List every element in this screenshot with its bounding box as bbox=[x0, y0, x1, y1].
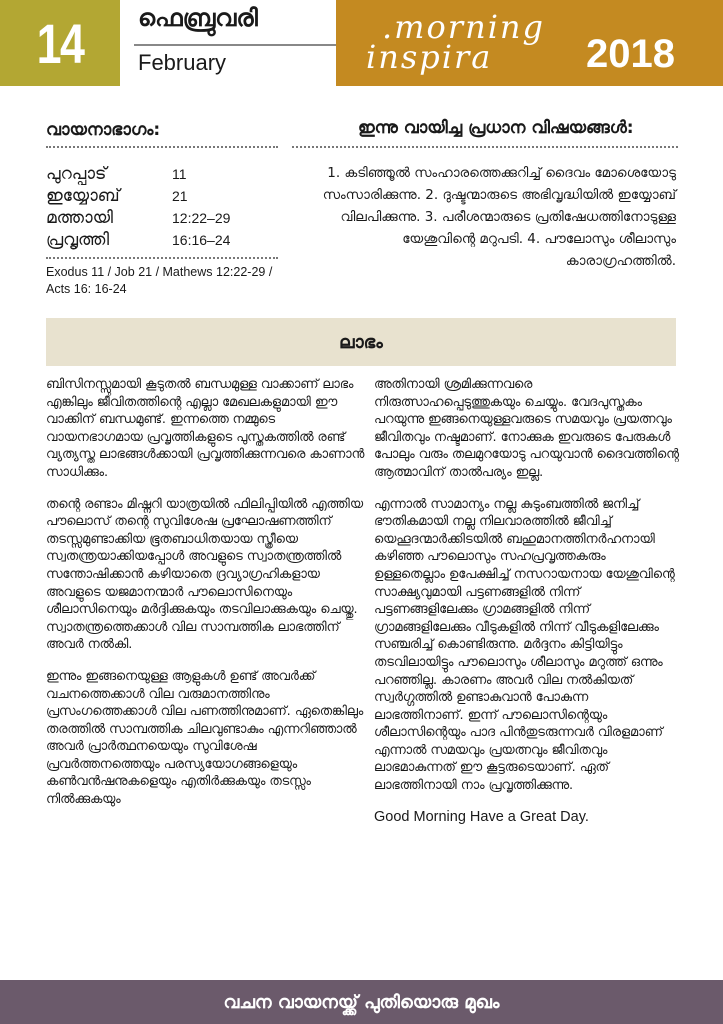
reading-ref: 12:22–29 bbox=[172, 210, 231, 226]
reading-item bbox=[46, 207, 286, 229]
reading-book: ഇയ്യോബ് bbox=[46, 186, 120, 206]
brand-logo bbox=[336, 0, 723, 86]
reading-item bbox=[46, 185, 286, 207]
reading-book: പുറപ്പാട് bbox=[46, 164, 107, 184]
themes-title-divider bbox=[292, 146, 678, 148]
reading-book: മത്തായി bbox=[46, 208, 113, 228]
reading-item bbox=[46, 163, 286, 185]
page-footer: വചന വായനയ്ക്ക് പുതിയൊരു മുഖം bbox=[0, 980, 723, 1024]
date-day: 14 bbox=[0, 0, 120, 86]
article-paragraph: എന്നാൽ സാമാന്യം നല്ല കുടുംബത്തിൽ ജനിച്ച് ഭൗതികമായി നല്ല നിലവാരത്തിൽ ജീവിച്ച് യെഹൂദന്മാർക്കിടയിൽ ബഹുമാനത്തിനർഹനായി കഴിഞ്ഞ പൗലൊസും സഹപ്രവൃത്തകരും ഉള്ളതെല്ലാം ഉപേക്ഷിച്ച് നസറായനായ യേശുവിന്റെ സാക്ഷ്യവുമായി പട്ടണങ്ങളിൽ നിന്ന് പട്ടണങ്ങളിലേക്കും ഗ്രാമങ്ങളിൽ നിന്ന് ഗ്രാമങ്ങളിലേക്കും വീടുകളിൽ നിന്ന് വീടുകളിലേക്കും സഞ്ചരിച്ച് കൊണ്ടിരുന്നു. മർദ്ദനം കിട്ടിയിട്ടും തടവിലായിട്ടും പൗലൊസും ശീലാസും മറുത്ത് ഒന്നും പറഞ്ഞില്ല. കാരണം അവർ വില നൽകിയത് സ്വർഗ്ഗത്തിൽ ഉണ്ടാകുവാൻ പോകുന്ന ലാഭത്തിനാണ്. ഇന്ന് പൗലൊസിന്റെയും ശീലാസിന്റെയും പാദ പിൻതുടരുന്നവർ വിരളമാണ് എന്നാൽ സമയവും പ്രയത്നവും ജീവിതവും ലാഭമാകുന്നത് ഈ കൂട്ടരുടെയാണ്. ഏത് ലാഭത്തിനായി നാം പ്രവൃത്തിക്കുന്നു. bbox=[374, 496, 675, 794]
reading-list-divider bbox=[46, 257, 278, 259]
article-left-column bbox=[46, 376, 366, 823]
article-paragraph: ഇന്നും ഇങ്ങനെയുള്ള ആളുകൾ ഉണ്ട് അവർക്ക് വചനത്തെക്കാൾ വില വരുമാനത്തിനും പ്രസംഗത്തെക്കാൾ വില പണത്തിനുമാണ്. ഏതെങ്കിലും തരത്തിൽ സാമ്പത്തിക ചിലവുണ്ടാകും എന്നറിഞ്ഞാൽ അവർ പ്രാർത്ഥനയെയും സുവിശേഷ പ്രവർത്തനത്തെയും പരസ്യയോഗങ്ങളെയും കൺവൻഷനുകളെയും എതിർക്കുകയും തടസ്സം നിൽക്കുകയും bbox=[46, 668, 364, 808]
brand-inspira-text: inspira bbox=[366, 38, 493, 76]
themes-title: ഇന്നു വായിച്ച പ്രധാന വിഷയങ്ങൾ: bbox=[358, 118, 634, 138]
article-title: ലാഭം bbox=[46, 318, 676, 366]
reading-english: Exodus 11 / Job 21 / Mathews 12:22-29 / Acts 16: 16-24 bbox=[46, 265, 273, 296]
reading-book: പ്രവൃത്തി bbox=[46, 230, 110, 250]
reading-ref: 21 bbox=[172, 188, 188, 204]
month-malayalam: ഫെബ്രുവരി bbox=[138, 4, 258, 32]
reading-list bbox=[46, 163, 286, 251]
month-divider bbox=[134, 44, 336, 46]
brand-morning-text: .morning bbox=[382, 8, 546, 46]
month-english: February bbox=[138, 50, 227, 75]
reading-ref: 16:16–24 bbox=[172, 232, 231, 248]
year-label: 2018 bbox=[586, 32, 675, 76]
reading-item bbox=[46, 229, 286, 251]
article-paragraph: തന്റെ രണ്ടാം മിഷ്നറി യാത്രയിൽ ഫിലിപ്പിയിൽ എത്തിയ പൗലൊസ് തന്റെ സുവിശേഷ പ്രഘോഷണത്തിന് തടസ്സമുണ്ടാക്കിയ ഭൂതബാധിതയായ സ്ത്രീയെ സ്വതന്ത്രയാക്കിയപ്പോൾ അവളുടെ സ്വാതന്ത്രത്തിൽ സന്തോഷിക്കാൻ കഴിയാതെ ദ്രവ്യാഗ്രഹികളായ അവളുടെ യജമാനന്മാർ പൗലൊസിനെയും ശീലാസിനെയും മർദ്ദിക്കുകയും തടവിലാക്കുകയും ചെയ്തു. സ്വാതന്ത്രത്തെക്കാൾ വില സാമ്പത്തിക ലാഭത്തിന് അവർ നൽകി. bbox=[46, 496, 363, 653]
article-paragraph: ബിസിനസ്സുമായി കൂടുതൽ ബന്ധമുള്ള വാക്കാണ് ലാഭം എങ്കിലും ജീവിതത്തിന്റെ എല്ലാ മേഖലകളുമായി ഈ വാക്കിന് ബന്ധമുണ്ട്. ഇന്നത്തെ നമ്മുടെ വായനഭാഗമായ പ്രവൃത്തികളുടെ പുസ്തകത്തിൽ രണ്ട് വ്യത്യസ്ത ലാഭങ്ങൾക്കായി പ്രവൃത്തിക്കുന്നവരെ കാണാൻ സാധിക്കും. bbox=[46, 377, 365, 480]
page-header bbox=[0, 0, 723, 86]
reading-title: വായനാഭാഗം: bbox=[46, 120, 161, 140]
themes-text: 1. കടിഞ്ഞൂൽ സംഹാരത്തെക്കുറിച്ച് ദൈവം മോശെയോടു സംസാരിക്കുന്നു. 2. ദുഷ്ടന്മാരുടെ അഭിവൃദ്ധിയിൽ ഇയ്യോബ് വിലപിക്കുന്നു. 3. പരീശന്മാരുടെ പ്രതിഷേധത്തിനോടുള്ള യേശുവിന്റെ മറുപടി. 4. പൗലോസും ശീലാസും കാരാഗ്രഹത്തിൽ. bbox=[322, 165, 676, 269]
article-paragraph: അതിനായി ശ്രമിക്കുന്നവരെ നിരുത്സാഹപ്പെടുത്തുകയും ചെയ്യും. വേദപുസ്തകം പറയുന്നു ഇങ്ങനെയുള്ളവരുടെ സമയവും പ്രയത്നവും ജീവിതവും നഷ്ടമാണ്. നോക്കുക ഇവരുടെ പേരുകൾ പോലും വരും തലമുറയോടു പറയുവാൻ ദൈവത്തിന്റെ ആത്മാവിന് താൽപര്യം ഇല്ല. bbox=[374, 377, 679, 480]
reading-ref: 11 bbox=[172, 166, 187, 182]
reading-title-divider bbox=[46, 146, 278, 148]
closing-line: Good Morning Have a Great Day. bbox=[374, 808, 589, 825]
article-right-column bbox=[374, 376, 679, 826]
